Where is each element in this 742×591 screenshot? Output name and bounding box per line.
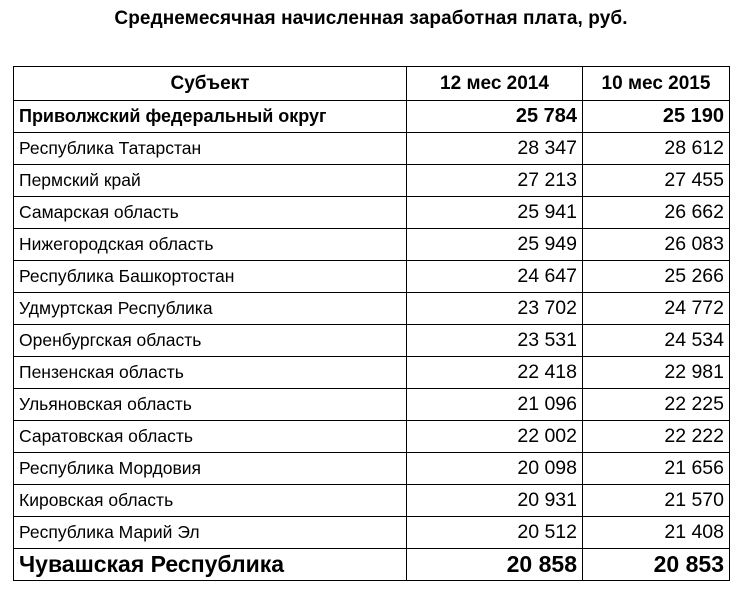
wage-2015: 26 662 [583,197,730,229]
table-row [14,389,730,421]
table-row [14,517,730,549]
region-name: Ульяновская область [14,389,407,421]
region-name: Кировская область [14,485,407,517]
table-row [14,453,730,485]
table-row [14,485,730,517]
header-2014: 12 мес 2014 [407,67,583,101]
wage-2014: 23 531 [407,325,583,357]
region-name: Нижегородская область [14,229,407,261]
wage-2014: 25 941 [407,197,583,229]
wage-2015: 21 570 [583,485,730,517]
wage-2014: 20 512 [407,517,583,549]
region-name: Самарская область [14,197,407,229]
region-name: Оренбургская область [14,325,407,357]
table-row [14,261,730,293]
region-name: Республика Марий Эл [14,517,407,549]
table-header-row [14,67,730,101]
table-row [14,421,730,453]
wage-2015: 22 225 [583,389,730,421]
wage-2014: 25 949 [407,229,583,261]
wage-2015: 24 534 [583,325,730,357]
region-name: Пензенская область [14,357,407,389]
region-name: Чувашская Республика [14,549,407,581]
wage-2015: 28 612 [583,133,730,165]
wage-2014: 20 931 [407,485,583,517]
wage-2014: 21 096 [407,389,583,421]
page-title: Среднемесячная начисленная заработная плата, руб. [114,8,628,29]
wage-2014: 22 418 [407,357,583,389]
region-name: Республика Башкортостан [14,261,407,293]
wage-2014: 24 647 [407,261,583,293]
wage-2015: 22 222 [583,421,730,453]
wage-2015: 24 772 [583,293,730,325]
region-name: Саратовская область [14,421,407,453]
wage-2015: 22 981 [583,357,730,389]
wage-2014: 20 098 [407,453,583,485]
wage-2015: 27 455 [583,165,730,197]
region-name: Пермский край [14,165,407,197]
wage-2014: 23 702 [407,293,583,325]
region-name: Республика Татарстан [14,133,407,165]
wage-2015: 21 408 [583,517,730,549]
region-name: Приволжский федеральный округ [14,101,407,133]
wage-2015: 25 266 [583,261,730,293]
table-row [14,133,730,165]
table-row [14,357,730,389]
table-row [14,165,730,197]
header-2015: 10 мес 2015 [583,67,730,101]
table-row [14,325,730,357]
wage-2015: 26 083 [583,229,730,261]
header-subject: Субъект [14,67,407,101]
table-row [14,229,730,261]
table-row [14,101,730,133]
region-name: Республика Мордовия [14,453,407,485]
wage-2014: 20 858 [407,549,583,581]
table-row [14,293,730,325]
region-name: Удмуртская Республика [14,293,407,325]
wage-2014: 27 213 [407,165,583,197]
wage-2015: 25 190 [583,101,730,133]
wage-2014: 22 002 [407,421,583,453]
wage-2015: 21 656 [583,453,730,485]
table-row [14,197,730,229]
wage-2014: 28 347 [407,133,583,165]
wage-table [13,66,730,581]
table-row [14,549,730,581]
wage-2014: 25 784 [407,101,583,133]
wage-2015: 20 853 [583,549,730,581]
